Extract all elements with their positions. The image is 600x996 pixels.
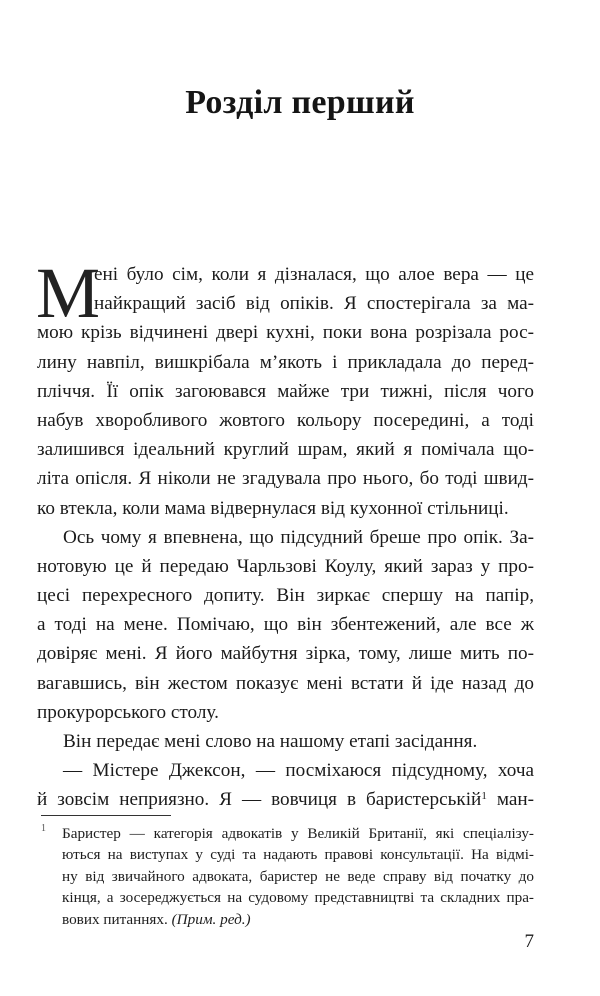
footnote-line: кінця, а зосереджується на судовому представництві та складних пра- — [62, 889, 534, 907]
text-line: мою крізь відчинені двері кухні, поки вона розрізала рос- — [37, 322, 534, 344]
text-line: набув хворобливого жовтого кольору посередині, а тоді — [37, 409, 534, 431]
text-line: нотовую це й передаю Чарльзові Коулу, який зараз у про- — [37, 555, 534, 577]
footnote-text: вових питаннях. — [62, 910, 168, 928]
text-line: довіряє мені. Я його майбутня зірка, тому, лише мить по- — [37, 643, 534, 665]
footnote-line: ну від звичайного адвоката, баристер не веде справу від початку до — [62, 867, 534, 885]
footnote-reference[interactable]: 1 — [481, 790, 487, 803]
text-line: а тоді на мене. Помічаю, що він збентежений, але все ж — [37, 614, 534, 636]
text-line: ені було сім, коли я дізналася, що алое вера — це — [94, 264, 534, 285]
text-line: лину навпіл, вишкрібала м’якоть і прикладала до перед- — [37, 351, 534, 373]
footnote-line: Баристер — категорія адвокатів у Великій Британії, які спеціалізу- — [62, 825, 534, 842]
editor-note: (Прим. ред.) — [171, 910, 251, 928]
text-line-with-footnote-ref — [37, 785, 534, 814]
text-line: — Містере Джексон, — посміхаюся підсудному, хоча — [63, 760, 534, 782]
text-line: ко втекла, коли мама відвернулася від кухонної стільниці. — [37, 497, 509, 519]
text-line: цесі перехресного допиту. Він зиркає спершу на папір, — [37, 585, 534, 607]
footnote-separator — [41, 815, 171, 816]
footnote-line: ються на виступах у суді та надають правові консультації. На відмі- — [62, 846, 534, 864]
footnote-number: 1 — [41, 823, 46, 834]
page-number: 7 — [524, 931, 534, 952]
text-line: вагавшись, він жестом показує мені встати й іде назад до — [37, 672, 534, 694]
text-line: Він передає мені слово на нашому етапі засідання. — [63, 731, 478, 752]
body-text — [36, 253, 535, 815]
text-line: літа опісля. Я ніколи не згадувала про нього, бо тоді швид- — [37, 468, 534, 490]
text-line: найкращий засіб від опіків. Я спостерігала за ма- — [94, 293, 534, 315]
footnote — [62, 823, 534, 930]
drop-cap: М — [36, 253, 101, 333]
text-line: залишився ідеальний круглий шрам, який я помічала що- — [37, 439, 534, 461]
text-segment: ман- — [496, 789, 535, 811]
footnote-line-last — [62, 909, 534, 930]
text-line: прокурорського столу. — [37, 701, 219, 723]
text-segment: й зовсім неприязно. Я — вовчиця в баристерській — [37, 789, 482, 811]
text-line: пліччя. Її опік загоювався майже три тижні, після чого — [37, 380, 534, 402]
text-line: Ось чому я впевнена, що підсудний бреше про опік. За- — [63, 526, 534, 548]
chapter-title: Розділ перший — [185, 84, 415, 121]
